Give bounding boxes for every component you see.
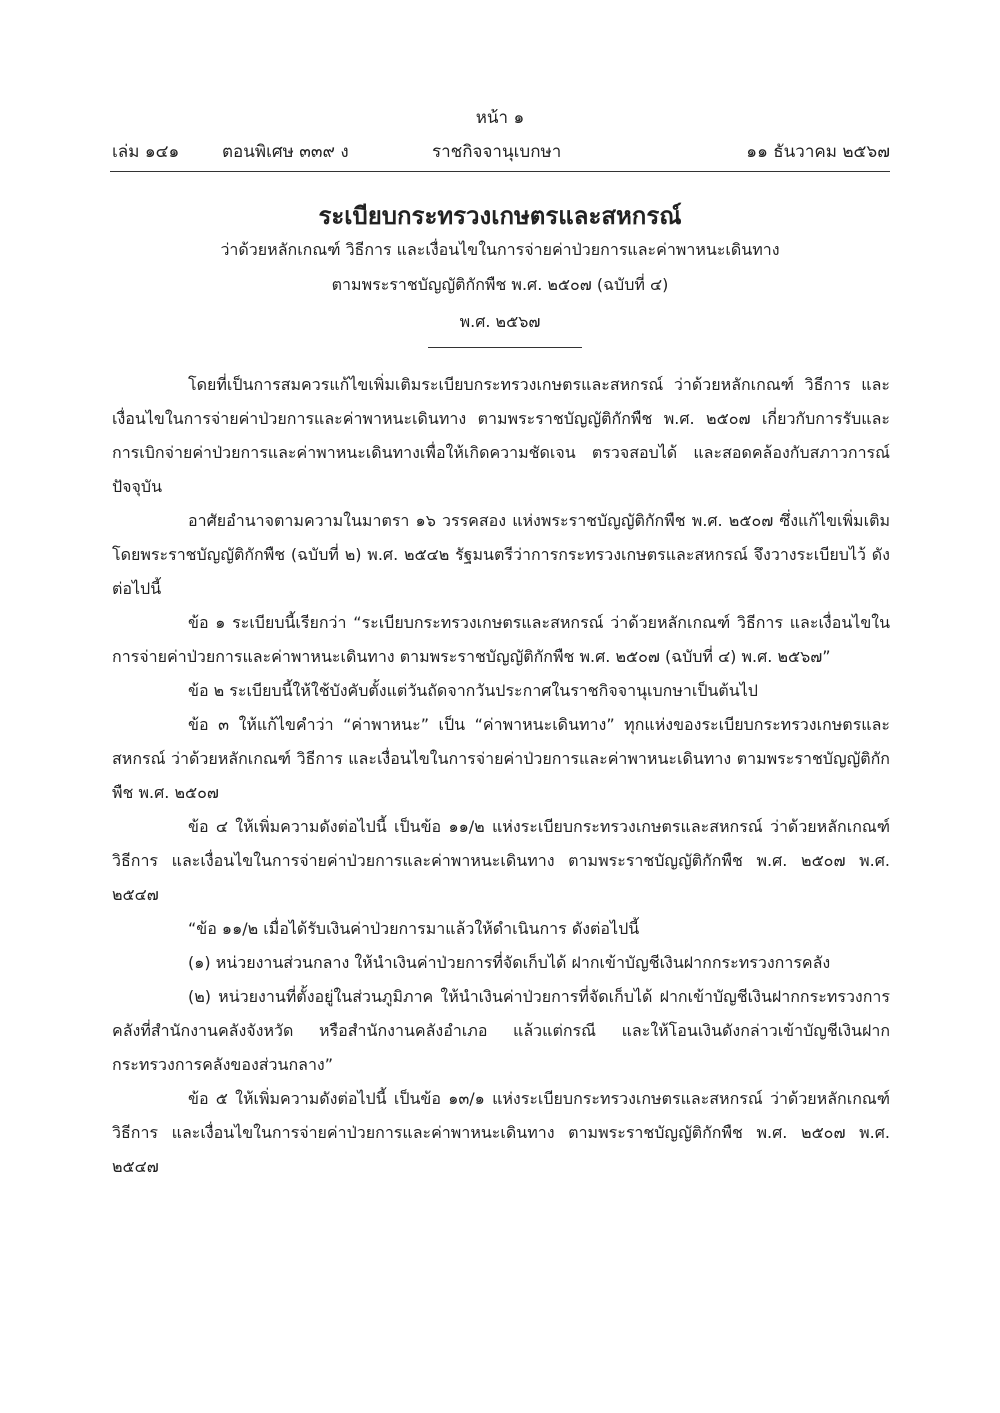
issue-number: ตอนพิเศษ ๓๓๙ ง	[222, 142, 349, 162]
clause-11-2-item-2: (๒) หน่วยงานที่ตั้งอยู่ในส่วนภูมิภาค ให้นำเงินค่าป่วยการที่จัดเก็บได้ ฝากเข้าบัญชีเงินฝากกระทรวงการคลังที่สำนักงานคลังจังหวัด หรือสำนักงานคลังอำเภอ แล้วแต่กรณี และให้โอนเงินดังกล่าวเข้าบัญชีเงินฝากกระทรวงการคลังของส่วนกลาง”	[112, 987, 890, 1074]
header-divider	[110, 171, 890, 172]
page-number: หน้า ๑	[475, 108, 525, 128]
clause-5: ข้อ ๕ ให้เพิ่มความดังต่อไปนี้ เป็นข้อ ๑๓/๑ แห่งระเบียบกระทรวงเกษตรและสหกรณ์ ว่าด้วยหลักเกณฑ์ วิธีการ และเงื่อนไขในการจ่ายค่าป่วยการและค่าพาหนะเดินทาง ตามพระราชบัญญัติกักพืช พ.ศ. ๒๕๐๗ พ.ศ. ๒๕๔๗	[112, 1089, 890, 1176]
title-divider	[428, 347, 582, 348]
document-subtitle-line2: ตามพระราชบัญญัติกักพืช พ.ศ. ๒๕๐๗ (ฉบับที่ ๔)	[331, 275, 669, 294]
clause-3: ข้อ ๓ ให้แก้ไขคำว่า “ค่าพาหนะ” เป็น “ค่าพาหนะเดินทาง” ทุกแห่งของระเบียบกระทรวงเกษตรและสหกรณ์ ว่าด้วยหลักเกณฑ์ วิธีการ และเงื่อนไขในการจ่ายค่าป่วยการและค่าพาหนะเดินทาง ตามพระราชบัญญัติกักพืช พ.ศ. ๒๕๐๗	[112, 715, 890, 802]
clause-1: ข้อ ๑ ระเบียบนี้เรียกว่า “ระเบียบกระทรวงเกษตรและสหกรณ์ ว่าด้วยหลักเกณฑ์ วิธีการ และเงื่อนไขในการจ่ายค่าป่วยการและค่าพาหนะเดินทาง ตามพระราชบัญญัติกักพืช พ.ศ. ๒๕๐๗ (ฉบับที่ ๔) พ.ศ. ๒๕๖๗”	[112, 613, 890, 666]
gazette-header	[112, 138, 890, 164]
clause-11-2-item-1: (๑) หน่วยงานส่วนกลาง ให้นำเงินค่าป่วยการที่จัดเก็บได้ ฝากเข้าบัญชีเงินฝากกระทรวงการคลัง	[188, 953, 831, 972]
authority-paragraph: อาศัยอำนาจตามความในมาตรา ๑๖ วรรคสอง แห่งพระราชบัญญัติกักพืช พ.ศ. ๒๕๐๗ ซึ่งแก้ไขเพิ่มเติมโดยพระราชบัญญัติกักพืช (ฉบับที่ ๒) พ.ศ. ๒๕๔๒ รัฐมนตรีว่าการกระทรวงเกษตรและสหกรณ์ จึงวางระเบียบไว้ ดังต่อไปนี้	[112, 511, 890, 598]
clause-4: ข้อ ๔ ให้เพิ่มความดังต่อไปนี้ เป็นข้อ ๑๑/๒ แห่งระเบียบกระทรวงเกษตรและสหกรณ์ ว่าด้วยหลักเกณฑ์ วิธีการ และเงื่อนไขในการจ่ายค่าป่วยการและค่าพาหนะเดินทาง ตามพระราชบัญญัติกักพืช พ.ศ. ๒๕๐๗ พ.ศ. ๒๕๔๗	[112, 817, 890, 904]
clause-11-2-heading: “ข้อ ๑๑/๒ เมื่อได้รับเงินค่าป่วยการมาแล้วให้ดำเนินการ ดังต่อไปนี้	[188, 919, 640, 938]
preamble-paragraph: โดยที่เป็นการสมควรแก้ไขเพิ่มเติมระเบียบกระทรวงเกษตรและสหกรณ์ ว่าด้วยหลักเกณฑ์ วิธีการ และเงื่อนไขในการจ่ายค่าป่วยการและค่าพาหนะเดินทาง ตามพระราชบัญญัติกักพืช พ.ศ. ๒๕๐๗ เกี่ยวกับการรับและการเบิกจ่ายค่าป่วยการและค่าพาหนะเดินทางเพื่อให้เกิดความชัดเจน ตรวจสอบได้ และสอดคล้องกับสภาวการณ์ปัจจุบัน	[112, 375, 890, 496]
document-title: ระเบียบกระทรวงเกษตรและสหกรณ์	[318, 202, 682, 230]
document-subtitle-line1: ว่าด้วยหลักเกณฑ์ วิธีการ และเงื่อนไขในการจ่ายค่าป่วยการและค่าพาหนะเดินทาง	[220, 240, 780, 259]
clause-2: ข้อ ๒ ระเบียบนี้ให้ใช้บังคับตั้งแต่วันถัดจากวันประกาศในราชกิจจานุเบกษาเป็นต้นไป	[188, 681, 758, 700]
document-year: พ.ศ. ๒๕๖๗	[459, 312, 541, 331]
gazette-name: ราชกิจจานุเบกษา	[432, 142, 562, 162]
publication-date: ๑๑ ธันวาคม ๒๕๖๗	[746, 142, 890, 162]
document-body	[112, 368, 890, 1184]
volume-number: เล่ม ๑๔๑	[112, 142, 180, 162]
